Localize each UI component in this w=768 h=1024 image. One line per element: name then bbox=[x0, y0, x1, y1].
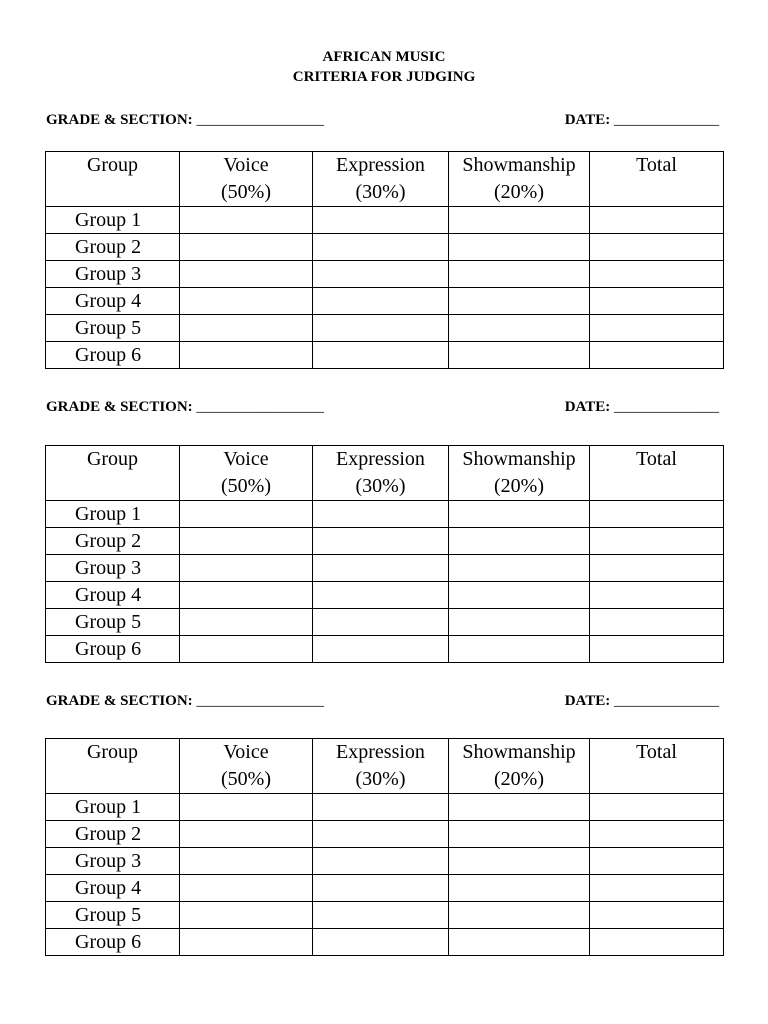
column-header-showmanship: Showmanship (20%) bbox=[449, 152, 590, 207]
expression-score-cell[interactable] bbox=[313, 207, 449, 234]
expression-score-cell[interactable] bbox=[313, 636, 449, 663]
grade-section-label: GRADE & SECTION: _________________ bbox=[46, 399, 324, 415]
total-score-cell[interactable] bbox=[590, 902, 724, 929]
expression-score-cell[interactable] bbox=[313, 821, 449, 848]
section-3-header bbox=[46, 691, 721, 711]
table-row bbox=[46, 582, 724, 609]
title-line-2: CRITERIA FOR JUDGING bbox=[292, 69, 476, 85]
expression-score-cell[interactable] bbox=[313, 288, 449, 315]
judging-table-3 bbox=[45, 738, 724, 956]
voice-score-cell[interactable] bbox=[180, 582, 313, 609]
total-score-cell[interactable] bbox=[590, 794, 724, 821]
grade-section-field[interactable]: _________________ bbox=[196, 399, 324, 415]
table-row bbox=[46, 528, 724, 555]
showmanship-score-cell[interactable] bbox=[449, 582, 590, 609]
column-header-voice: Voice (50%) bbox=[180, 739, 313, 794]
voice-score-cell[interactable] bbox=[180, 555, 313, 582]
voice-score-cell[interactable] bbox=[180, 848, 313, 875]
voice-score-cell[interactable] bbox=[180, 207, 313, 234]
judging-table-1 bbox=[45, 151, 724, 369]
voice-score-cell[interactable] bbox=[180, 342, 313, 369]
expression-score-cell[interactable] bbox=[313, 342, 449, 369]
voice-score-cell[interactable] bbox=[180, 288, 313, 315]
expression-score-cell[interactable] bbox=[313, 929, 449, 956]
column-header-showmanship: Showmanship (20%) bbox=[449, 739, 590, 794]
column-header-voice: Voice (50%) bbox=[180, 152, 313, 207]
showmanship-score-cell[interactable] bbox=[449, 501, 590, 528]
showmanship-score-cell[interactable] bbox=[449, 207, 590, 234]
group-name: Group 6 bbox=[46, 636, 180, 663]
document-title bbox=[0, 47, 768, 87]
column-header-total: Total bbox=[590, 739, 724, 794]
voice-score-cell[interactable] bbox=[180, 875, 313, 902]
expression-score-cell[interactable] bbox=[313, 501, 449, 528]
total-score-cell[interactable] bbox=[590, 207, 724, 234]
total-score-cell[interactable] bbox=[590, 555, 724, 582]
voice-score-cell[interactable] bbox=[180, 234, 313, 261]
expression-score-cell[interactable] bbox=[313, 582, 449, 609]
expression-score-cell[interactable] bbox=[313, 609, 449, 636]
group-name: Group 2 bbox=[46, 528, 180, 555]
voice-score-cell[interactable] bbox=[180, 261, 313, 288]
table-row bbox=[46, 288, 724, 315]
column-header-group: Group bbox=[46, 152, 180, 207]
total-score-cell[interactable] bbox=[590, 315, 724, 342]
voice-score-cell[interactable] bbox=[180, 821, 313, 848]
expression-score-cell[interactable] bbox=[313, 902, 449, 929]
showmanship-score-cell[interactable] bbox=[449, 636, 590, 663]
group-name: Group 5 bbox=[46, 315, 180, 342]
voice-score-cell[interactable] bbox=[180, 528, 313, 555]
showmanship-score-cell[interactable] bbox=[449, 821, 590, 848]
section-2-header bbox=[46, 397, 721, 417]
group-name: Group 2 bbox=[46, 234, 180, 261]
expression-score-cell[interactable] bbox=[313, 234, 449, 261]
voice-score-cell[interactable] bbox=[180, 902, 313, 929]
group-name: Group 3 bbox=[46, 261, 180, 288]
expression-score-cell[interactable] bbox=[313, 875, 449, 902]
table-header-row bbox=[46, 739, 724, 794]
column-header-expression: Expression (30%) bbox=[313, 739, 449, 794]
column-header-expression: Expression (30%) bbox=[313, 152, 449, 207]
table-row bbox=[46, 342, 724, 369]
showmanship-score-cell[interactable] bbox=[449, 902, 590, 929]
group-name: Group 6 bbox=[46, 342, 180, 369]
showmanship-score-cell[interactable] bbox=[449, 794, 590, 821]
date-field[interactable]: ______________ bbox=[614, 112, 719, 128]
date-field[interactable]: ______________ bbox=[614, 399, 719, 415]
grade-section-field[interactable]: _________________ bbox=[196, 112, 324, 128]
total-score-cell[interactable] bbox=[590, 261, 724, 288]
judging-table-2 bbox=[45, 445, 724, 663]
date-label: DATE: ______________ bbox=[564, 399, 719, 415]
column-header-group: Group bbox=[46, 446, 180, 501]
table-row bbox=[46, 234, 724, 261]
group-name: Group 4 bbox=[46, 582, 180, 609]
showmanship-score-cell[interactable] bbox=[449, 528, 590, 555]
voice-score-cell[interactable] bbox=[180, 315, 313, 342]
showmanship-score-cell[interactable] bbox=[449, 848, 590, 875]
voice-score-cell[interactable] bbox=[180, 929, 313, 956]
expression-score-cell[interactable] bbox=[313, 315, 449, 342]
voice-score-cell[interactable] bbox=[180, 794, 313, 821]
table-header-row bbox=[46, 446, 724, 501]
column-header-total: Total bbox=[590, 152, 724, 207]
showmanship-score-cell[interactable] bbox=[449, 315, 590, 342]
expression-score-cell[interactable] bbox=[313, 848, 449, 875]
total-score-cell[interactable] bbox=[590, 848, 724, 875]
table-row bbox=[46, 636, 724, 663]
expression-score-cell[interactable] bbox=[313, 794, 449, 821]
total-score-cell[interactable] bbox=[590, 636, 724, 663]
table-row bbox=[46, 555, 724, 582]
table-row bbox=[46, 261, 724, 288]
date-label: DATE: ______________ bbox=[564, 112, 719, 128]
table-row bbox=[46, 902, 724, 929]
grade-section-field[interactable]: _________________ bbox=[196, 693, 324, 709]
table-row bbox=[46, 315, 724, 342]
column-header-expression: Expression (30%) bbox=[313, 446, 449, 501]
total-score-cell[interactable] bbox=[590, 582, 724, 609]
column-header-total: Total bbox=[590, 446, 724, 501]
group-name: Group 3 bbox=[46, 848, 180, 875]
voice-score-cell[interactable] bbox=[180, 636, 313, 663]
expression-score-cell[interactable] bbox=[313, 261, 449, 288]
column-header-voice: Voice (50%) bbox=[180, 446, 313, 501]
section-1-header bbox=[46, 110, 721, 130]
table-row bbox=[46, 875, 724, 902]
table-row bbox=[46, 848, 724, 875]
total-score-cell[interactable] bbox=[590, 234, 724, 261]
total-score-cell[interactable] bbox=[590, 342, 724, 369]
voice-score-cell[interactable] bbox=[180, 609, 313, 636]
column-header-showmanship: Showmanship (20%) bbox=[449, 446, 590, 501]
table-row bbox=[46, 207, 724, 234]
showmanship-score-cell[interactable] bbox=[449, 234, 590, 261]
column-header-group: Group bbox=[46, 739, 180, 794]
showmanship-score-cell[interactable] bbox=[449, 609, 590, 636]
group-name: Group 6 bbox=[46, 929, 180, 956]
showmanship-score-cell[interactable] bbox=[449, 929, 590, 956]
table-row bbox=[46, 929, 724, 956]
date-field[interactable]: ______________ bbox=[614, 693, 719, 709]
table-row bbox=[46, 794, 724, 821]
grade-section-label: GRADE & SECTION: _________________ bbox=[46, 693, 324, 709]
expression-score-cell[interactable] bbox=[313, 555, 449, 582]
group-name: Group 5 bbox=[46, 902, 180, 929]
group-name: Group 2 bbox=[46, 821, 180, 848]
group-name: Group 4 bbox=[46, 875, 180, 902]
group-name: Group 1 bbox=[46, 501, 180, 528]
total-score-cell[interactable] bbox=[590, 875, 724, 902]
showmanship-score-cell[interactable] bbox=[449, 555, 590, 582]
table-header-row bbox=[46, 152, 724, 207]
group-name: Group 1 bbox=[46, 794, 180, 821]
total-score-cell[interactable] bbox=[590, 821, 724, 848]
group-name: Group 5 bbox=[46, 609, 180, 636]
table-row bbox=[46, 501, 724, 528]
showmanship-score-cell[interactable] bbox=[449, 261, 590, 288]
total-score-cell[interactable] bbox=[590, 501, 724, 528]
table-row bbox=[46, 609, 724, 636]
showmanship-score-cell[interactable] bbox=[449, 875, 590, 902]
grade-section-label: GRADE & SECTION: _________________ bbox=[46, 112, 324, 128]
group-name: Group 1 bbox=[46, 207, 180, 234]
title-line-1: AFRICAN MUSIC bbox=[322, 49, 446, 65]
table-row bbox=[46, 821, 724, 848]
date-label: DATE: ______________ bbox=[564, 693, 719, 709]
total-score-cell[interactable] bbox=[590, 528, 724, 555]
voice-score-cell[interactable] bbox=[180, 501, 313, 528]
total-score-cell[interactable] bbox=[590, 288, 724, 315]
group-name: Group 3 bbox=[46, 555, 180, 582]
total-score-cell[interactable] bbox=[590, 929, 724, 956]
expression-score-cell[interactable] bbox=[313, 528, 449, 555]
showmanship-score-cell[interactable] bbox=[449, 342, 590, 369]
total-score-cell[interactable] bbox=[590, 609, 724, 636]
showmanship-score-cell[interactable] bbox=[449, 288, 590, 315]
group-name: Group 4 bbox=[46, 288, 180, 315]
